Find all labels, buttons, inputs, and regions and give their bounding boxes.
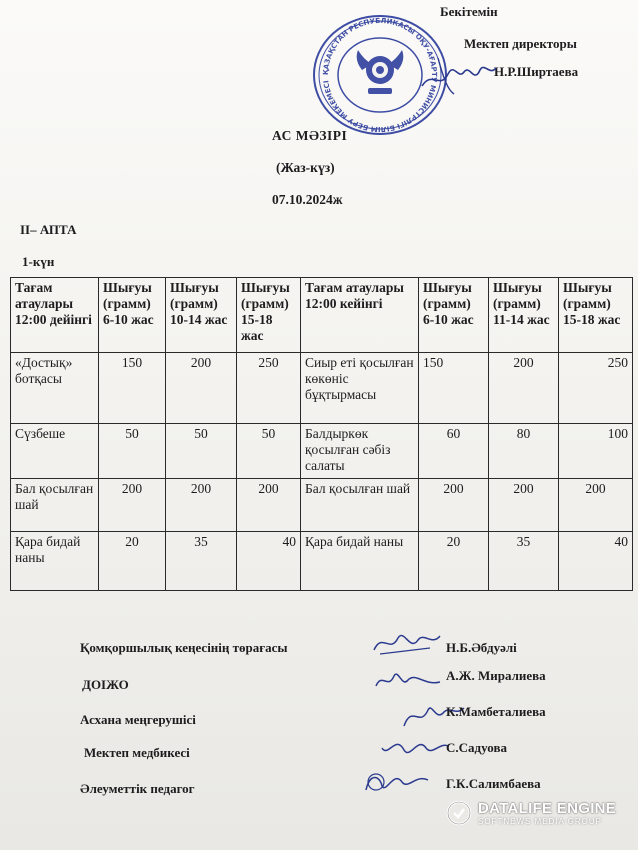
signature-icon	[372, 662, 444, 696]
day-label: 1-күн	[22, 254, 55, 269]
signature-role: Әлеуметтік педагог	[80, 781, 195, 796]
watermark-logo-icon	[446, 800, 472, 826]
portion-cell: 60	[419, 424, 489, 479]
approval-name: Н.Р.Ширтаева	[494, 64, 579, 79]
dish-cell: Сүзбеше	[11, 424, 99, 479]
table-row	[11, 424, 633, 479]
dish-cell: Балдыркөк қосылған сәбіз салаты	[301, 424, 419, 479]
director-signature-icon	[418, 50, 498, 98]
header-cell: Шығуы (грамм) 15-18 жас	[559, 278, 633, 353]
header-cell: Тағам атаулары 12:00 дейінгі	[11, 278, 99, 353]
dish-cell: Сиыр еті қосылған көкөніс бұқтырмасы	[301, 353, 419, 424]
menu-season: (Жаз-күз)	[276, 160, 335, 175]
portion-cell: 35	[489, 532, 559, 591]
portion-cell: 40	[237, 532, 301, 591]
dish-cell: «Достық» ботқасы	[11, 353, 99, 424]
portion-cell: 250	[559, 353, 633, 424]
menu-date: 07.10.2024ж	[272, 192, 343, 207]
watermark-sub: SOFTNEWS MEDIA GROUP	[478, 817, 603, 826]
portion-cell: 35	[166, 532, 237, 591]
signature-icon	[378, 728, 450, 762]
signature-name: К.Мамбеталиева	[446, 704, 546, 719]
week-label: II– АПТА	[20, 222, 77, 237]
portion-cell: 200	[166, 479, 237, 532]
signature-role: Асхана меңгерушісі	[80, 712, 196, 727]
header-cell: Тағам атаулары 12:00 кейінгі	[301, 278, 419, 353]
portion-cell: 200	[489, 479, 559, 532]
portion-cell: 150	[419, 353, 489, 424]
signature-icon	[370, 624, 442, 658]
signature-role: Қомқоршылық кеңесінің төрағасы	[80, 640, 288, 655]
watermark	[446, 800, 616, 826]
portion-cell: 50	[166, 424, 237, 479]
portion-cell: 200	[237, 479, 301, 532]
approval-title: Бекітемін	[440, 4, 498, 19]
portion-cell: 50	[99, 424, 166, 479]
portion-cell: 80	[489, 424, 559, 479]
table-row	[11, 532, 633, 591]
portion-cell: 200	[166, 353, 237, 424]
portion-cell: 40	[559, 532, 633, 591]
portion-cell: 250	[237, 353, 301, 424]
header-cell: Шығуы (грамм) 15-18 жас	[237, 278, 301, 353]
signature-name: А.Ж. Миралиева	[446, 668, 546, 683]
signature-role: ДОІЖО	[82, 677, 129, 692]
signature-icon	[360, 764, 432, 798]
table-row	[11, 479, 633, 532]
portion-cell: 200	[559, 479, 633, 532]
signature-name: Г.К.Салимбаева	[446, 776, 541, 791]
portion-cell: 200	[99, 479, 166, 532]
table-header-row	[11, 278, 633, 353]
portion-cell: 200	[489, 353, 559, 424]
header-cell: Шығуы (грамм) 10-14 жас	[166, 278, 237, 353]
portion-cell: 50	[237, 424, 301, 479]
header-cell: Шығуы (грамм) 6-10 жас	[419, 278, 489, 353]
dish-cell: Қара бидай наны	[301, 532, 419, 591]
signature-name: Н.Б.Әбдуәлі	[446, 640, 517, 655]
approval-role: Мектеп директоры	[464, 36, 577, 51]
signature-name: С.Садуова	[446, 740, 507, 755]
portion-cell: 20	[419, 532, 489, 591]
seal-ring-text: ҚАЗАҚСТАН РЕСПУБЛИКАСЫ ОҚУ-АҒАРТУ МИНИСТРЛІГІ БІЛІМ БЕРУ МЕКЕМЕСІ	[321, 16, 439, 134]
portion-cell: 200	[419, 479, 489, 532]
table-row	[11, 353, 633, 424]
header-cell: Шығуы (грамм) 6-10 жас	[99, 278, 166, 353]
menu-title: АС МӘЗІРІ	[272, 128, 348, 143]
dish-cell: Бал қосылған шай	[301, 479, 419, 532]
dish-cell: Қара бидай наны	[11, 532, 99, 591]
signature-role: Мектеп медбикесі	[84, 745, 190, 760]
header-cell: Шығуы (грамм) 11-14 жас	[489, 278, 559, 353]
portion-cell: 20	[99, 532, 166, 591]
portion-cell: 150	[99, 353, 166, 424]
watermark-brand: DATALIFE ENGINE	[478, 800, 617, 817]
dish-cell: Бал қосылған шай	[11, 479, 99, 532]
portion-cell: 100	[559, 424, 633, 479]
menu-table	[10, 277, 633, 591]
